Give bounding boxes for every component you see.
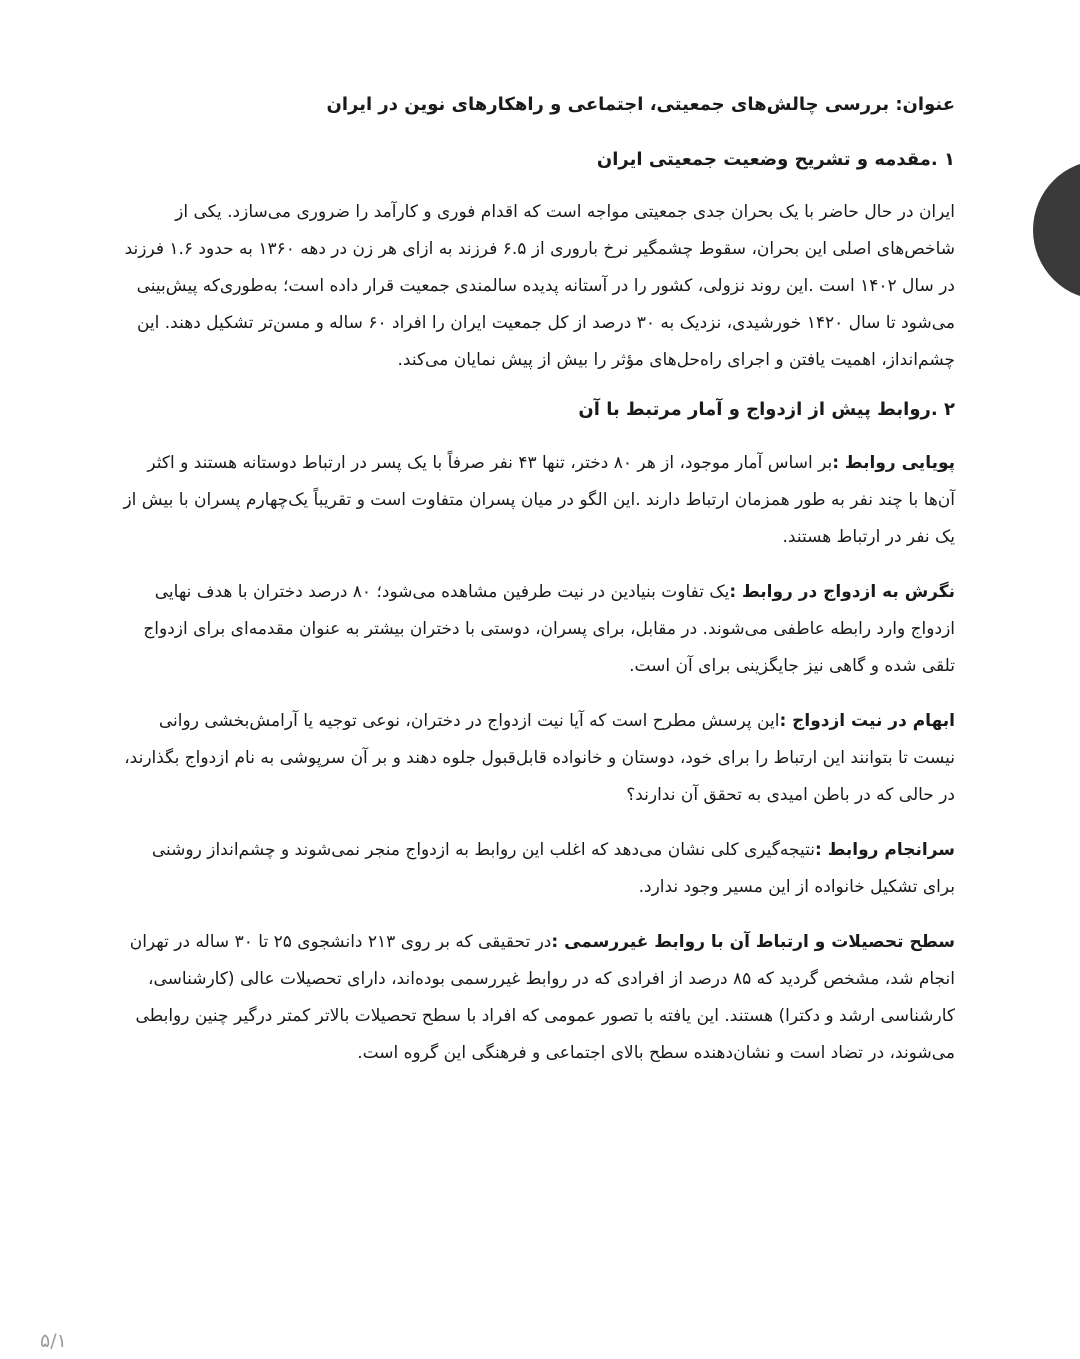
document-page (120, 92, 955, 1090)
document-title: عنوان: بررسی چالش‌های جمعیتی، اجتماعی و راهکارهای نوین در ایران (326, 94, 955, 115)
page-number: ۵/۱ (40, 1330, 67, 1352)
paragraph-label: سطح تحصیلات و ارتباط آن با روابط غیررسمی : (551, 931, 955, 952)
section-heading-premarital-relations: ۲ .روابط پیش از ازدواج و آمار مرتبط با آن (578, 399, 955, 421)
side-scroll-tab[interactable] (1033, 160, 1080, 300)
paragraph-label: سرانجام روابط : (814, 839, 955, 860)
paragraph-education-level (120, 924, 955, 1072)
paragraph-marriage-attitude (120, 574, 955, 685)
paragraph-text: در تحقیقی که بر روی ۲۱۳ دانشجوی ۲۵ تا ۳۰ ساله در تهران انجام شد، مشخص گردید که ۸۵ درصد از افرادی که در روابط غیررسمی بوده‌اند، دارای تحصیلات عالی (کارشناسی، کارشناسی ارشد و دکترا) هستند. این یافته با تصور عمومی که افراد با سطح تحصیلات بالاتر کمتر درگیر چنین روابطی می‌شوند، در تضاد است و نشان‌دهنده سطح بالای اجتماعی و فرهنگی این گروه است. (129, 931, 955, 1063)
section-paragraph-introduction: ایران در حال حاضر با یک بحران جدی جمعیتی مواجه است که اقدام فوری و کارآمد را ضروری می‌سازد. یکی از شاخص‌های اصلی این بحران، سقوط چشمگیر نرخ باروری از ۶.۵ فرزند به ازای هر زن در دهه ۱۳۶۰ به حدود ۱.۶ فرزند در سال ۱۴۰۲ است .این روند نزولی، کشور را در آستانه پدیده سالمندی جمعیت قرار داده است؛ به‌طوری‌که پیش‌بینی می‌شود تا سال ۱۴۲۰ خورشیدی، نزدیک به ۳۰ درصد از کل جمعیت ایران را افراد ۶۰ ساله و مسن‌تر تشکیل دهند. این چشم‌انداز، اهمیت یافتن و اجرای راه‌حل‌های مؤثر را بیش از پیش نمایان می‌کند. (124, 202, 955, 371)
paragraph-marriage-intent-ambiguity (120, 703, 955, 814)
paragraph-label: ابهام در نیت ازدواج : (779, 710, 955, 731)
section-heading-introduction: ۱ .مقدمه و تشریح وضعیت جمعیتی ایران (596, 149, 955, 171)
paragraph-text: این پرسش مطرح است که آیا نیت ازدواج در دختران، نوعی توجیه یا آرامش‌بخشی روانی نیست تا بتوانند این ارتباط را برای خود، دوستان و خانواده قابل‌قبول جلوه دهند و بر آن سرپوشی به نام ازدواج بگذارند، در حالی که در باطن امیدی به تحقق آن ندارند؟ (124, 710, 955, 805)
paragraph-label: پویایی روابط : (832, 452, 955, 473)
paragraph-text: بر اساس آمار موجود، از هر ۸۰ دختر، تنها ۴۳ نفر صرفاً با یک پسر در ارتباط دوستانه هستند و اکثر آن‌ها با چند نفر به طور همزمان ارتباط دارند .این الگو در میان پسران متفاوت است و تقریباً یک‌چهارم پسران با بیش از یک نفر در ارتباط هستند. (123, 452, 955, 547)
paragraph-text: نتیجه‌گیری کلی نشان می‌دهد که اغلب این روابط به ازدواج منجر نمی‌شوند و چشم‌انداز روشنی برای تشکیل خانواده از این مسیر وجود ندارد. (151, 839, 955, 897)
paragraph-text: یک تفاوت بنیادین در نیت طرفین مشاهده می‌شود؛ ۸۰ درصد دختران با هدف نهایی ازدواج وارد رابطه عاطفی می‌شوند. در مقابل، برای پسران، دوستی با دختران بیشتر به عنوان مقدمه‌ای برای ازدواج تلقی شده و گاهی نیز جایگزینی برای آن است. (143, 581, 955, 676)
paragraph-relationship-dynamics (120, 445, 955, 556)
paragraph-label: نگرش به ازدواج در روابط : (729, 581, 955, 602)
paragraph-relationship-outcome (120, 832, 955, 906)
